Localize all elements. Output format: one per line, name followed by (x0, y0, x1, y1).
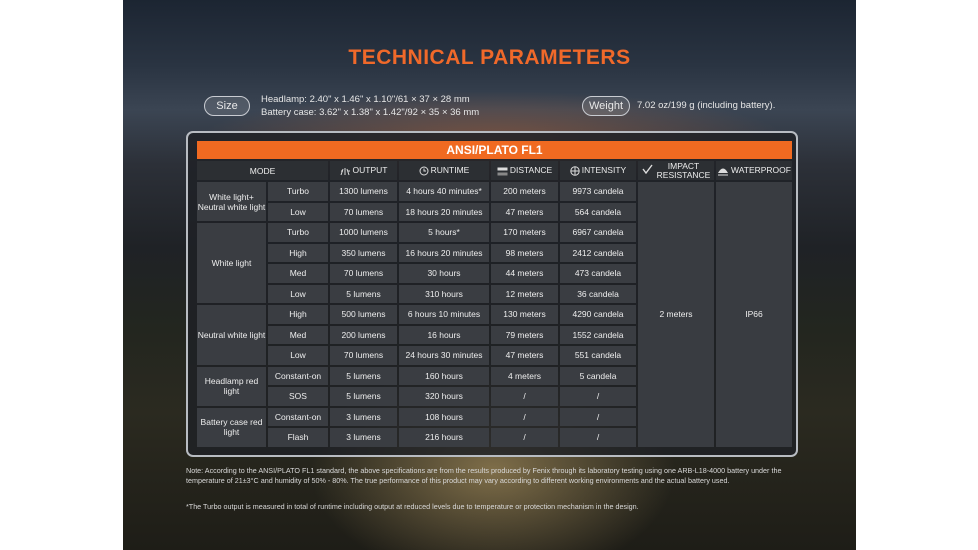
level-cell: Low (268, 285, 328, 304)
mode-group-label: White light+ Neutral white light (197, 182, 266, 221)
runtime-cell: 4 hours 40 minutes* (399, 182, 489, 201)
output-cell: 5 lumens (330, 367, 397, 386)
distance-cell: / (491, 428, 558, 447)
page-title: TECHNICAL PARAMETERS (348, 46, 631, 69)
runtime-cell: 320 hours (399, 387, 489, 406)
distance-cell: 170 meters (491, 223, 558, 242)
level-cell: Med (268, 264, 328, 283)
output-cell: 200 lumens (330, 326, 397, 345)
header-runtime: RUNTIME (399, 161, 489, 180)
output-icon (340, 167, 351, 176)
intensity-cell: 36 candela (560, 285, 636, 304)
runtime-cell: 216 hours (399, 428, 489, 447)
weight-value: 7.02 oz/199 g (including battery). (637, 100, 776, 111)
header-distance: DISTANCE (491, 161, 558, 180)
poster-background (123, 0, 856, 550)
level-cell: High (268, 244, 328, 263)
runtime-cell: 16 hours 20 minutes (399, 244, 489, 263)
intensity-cell: 6967 candela (560, 223, 636, 242)
output-cell: 5 lumens (330, 387, 397, 406)
distance-cell: 47 meters (491, 203, 558, 222)
level-cell: Med (268, 326, 328, 345)
output-cell: 1300 lumens (330, 182, 397, 201)
intensity-cell: 564 candela (560, 203, 636, 222)
distance-cell: 47 meters (491, 346, 558, 365)
weight-badge: Weight (582, 96, 630, 116)
output-cell: 3 lumens (330, 408, 397, 427)
level-cell: SOS (268, 387, 328, 406)
level-cell: Constant-on (268, 408, 328, 427)
size-badge: Size (204, 96, 250, 116)
mode-group-label: White light (197, 223, 266, 303)
intensity-cell: 9973 candela (560, 182, 636, 201)
runtime-cell: 16 hours (399, 326, 489, 345)
output-cell: 70 lumens (330, 264, 397, 283)
runtime-cell: 310 hours (399, 285, 489, 304)
header-intensity: INTENSITY (560, 161, 636, 180)
intensity-cell: 4290 candela (560, 305, 636, 324)
clock-icon (419, 166, 429, 176)
intensity-icon (570, 166, 580, 176)
impact-value: 2 meters (638, 182, 714, 447)
intensity-cell: 2412 candela (560, 244, 636, 263)
runtime-cell: 5 hours* (399, 223, 489, 242)
header-mode: MODE (197, 161, 328, 180)
level-cell: Turbo (268, 223, 328, 242)
mode-group-label: Headlamp red light (197, 367, 266, 406)
output-cell: 70 lumens (330, 203, 397, 222)
note-standard: Note: According to the ANSI/PLATO FL1 standard, the above specifications are from the results produced by Fenix through its laboratory testing using one ARB-L18-4000 battery under the temperature of 21±3°C and humidity of 50% - 80%. The true performance of this product may vary according to different working environments and the actual battery used. (186, 466, 782, 485)
distance-cell: 4 meters (491, 367, 558, 386)
output-cell: 3 lumens (330, 428, 397, 447)
table-banner: ANSI/PLATO FL1 (197, 141, 792, 159)
distance-cell: / (491, 387, 558, 406)
spec-card (186, 131, 798, 457)
size-info (261, 93, 479, 119)
distance-cell: 79 meters (491, 326, 558, 345)
intensity-cell: 551 candela (560, 346, 636, 365)
runtime-cell: 160 hours (399, 367, 489, 386)
runtime-cell: 24 hours 30 minutes (399, 346, 489, 365)
output-cell: 5 lumens (330, 285, 397, 304)
level-cell: High (268, 305, 328, 324)
intensity-cell: 5 candela (560, 367, 636, 386)
distance-cell: 98 meters (491, 244, 558, 263)
waterproof-icon (717, 167, 729, 176)
intensity-cell: / (560, 408, 636, 427)
runtime-cell: 30 hours (399, 264, 489, 283)
level-cell: Low (268, 203, 328, 222)
distance-cell: 44 meters (491, 264, 558, 283)
intensity-cell: 473 candela (560, 264, 636, 283)
output-cell: 1000 lumens (330, 223, 397, 242)
output-cell: 500 lumens (330, 305, 397, 324)
header-impact: IMPACT RESISTANCE (638, 161, 714, 180)
mode-group-label: Battery case red light (197, 408, 266, 447)
impact-icon (642, 164, 653, 174)
level-cell: Low (268, 346, 328, 365)
level-cell: Flash (268, 428, 328, 447)
header-output: OUTPUT (330, 161, 397, 180)
table-row (197, 182, 792, 201)
mode-group-label: Neutral white light (197, 305, 266, 365)
beam-distance-icon (497, 167, 508, 176)
note-turbo: *The Turbo output is measured in total of runtime including output at reduced levels due to temperature or protection mechanism in the design. (186, 502, 639, 511)
level-cell: Constant-on (268, 367, 328, 386)
output-cell: 70 lumens (330, 346, 397, 365)
distance-cell: 130 meters (491, 305, 558, 324)
runtime-cell: 6 hours 10 minutes (399, 305, 489, 324)
distance-cell: / (491, 408, 558, 427)
distance-cell: 200 meters (491, 182, 558, 201)
intensity-cell: / (560, 387, 636, 406)
level-cell: Turbo (268, 182, 328, 201)
header-waterproof: WATERPROOF (716, 161, 792, 180)
size-battery-case: Battery case: 3.62" x 1.38" x 1.42"/92 × 35 × 36 mm (261, 107, 480, 118)
output-cell: 350 lumens (330, 244, 397, 263)
spec-table (195, 139, 794, 449)
intensity-cell: 1552 candela (560, 326, 636, 345)
size-headlamp: Headlamp: 2.40" x 1.46" x 1.10"/61 × 37 × 28 mm (261, 94, 470, 105)
runtime-cell: 18 hours 20 minutes (399, 203, 489, 222)
distance-cell: 12 meters (491, 285, 558, 304)
intensity-cell: / (560, 428, 636, 447)
waterproof-value: IP66 (716, 182, 792, 447)
runtime-cell: 108 hours (399, 408, 489, 427)
